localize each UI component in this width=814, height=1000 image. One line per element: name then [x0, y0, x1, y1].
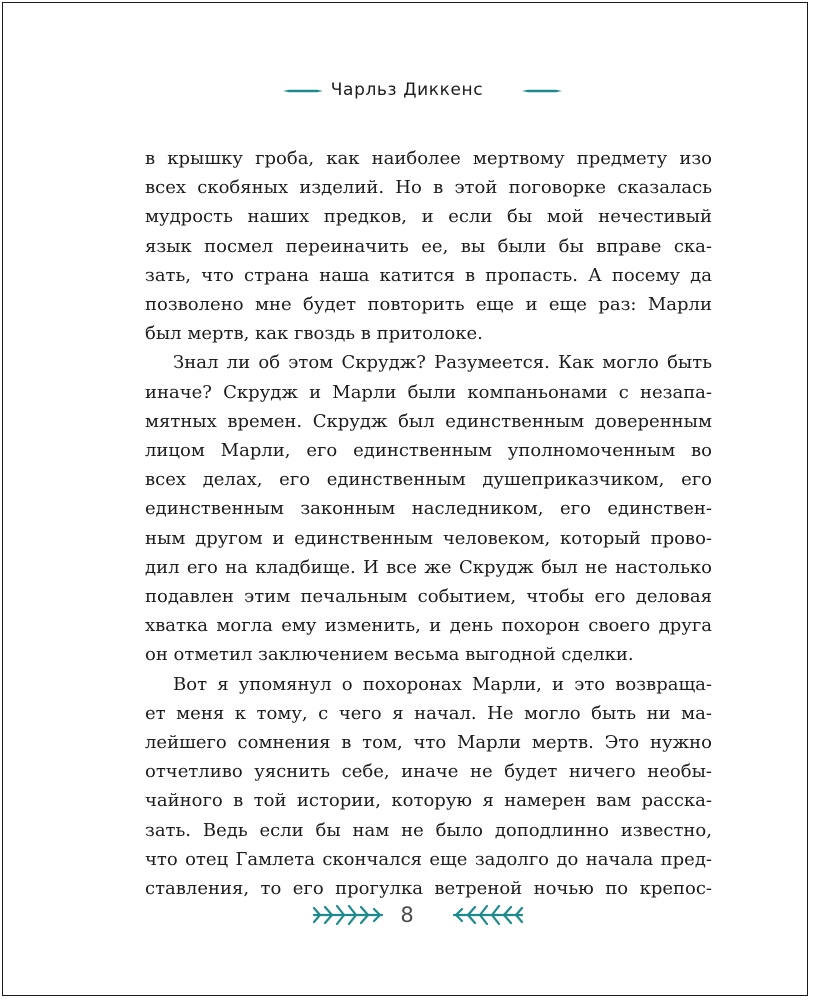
text-line: был мертв, как гвоздь в притолоке. — [145, 323, 483, 345]
text-line: подавлен этим печальным событием, чтобы его деловая — [145, 586, 712, 608]
fern-branch-icon — [452, 900, 524, 930]
page-body-text — [145, 144, 712, 903]
text-line: единственным законным наследником, его единствен- — [145, 498, 712, 520]
text-line: в крышку гроба, как наиболее мертвому предмету изо — [145, 148, 712, 169]
text-line: зать. Ведь если бы нам не было доподлинно известно, — [145, 819, 712, 841]
author-name: Чарльз Диккенс — [330, 80, 484, 100]
text-line: отчетливо уяснить себе, иначе не будет ничего необы- — [145, 761, 712, 783]
text-line: иначе? Скрудж и Марли были компаньонами с незапа- — [145, 381, 712, 403]
text-line: зать, что страна наша катится в пропасть. А посему да — [145, 264, 712, 286]
text-line: дил его на кладбище. И все же Скрудж был не настолько — [145, 556, 712, 578]
teal-dash-icon — [522, 89, 562, 93]
text-line: ным другом и единственным человеком, который прово- — [145, 527, 712, 549]
text-line: лейшего сомнения в том, что Марли мертв. Это нужно — [145, 732, 712, 754]
paragraph — [145, 348, 712, 669]
text-line: ставления, то его прогулка ветреной ночью по крепос- — [145, 878, 712, 900]
paragraph — [145, 144, 712, 348]
text-line: мудрость наших предков, и если бы мой нечестивый — [145, 206, 712, 228]
text-line: что отец Гамлета скончался еще задолго до начала пред- — [145, 848, 712, 870]
page-number: 8 — [400, 903, 414, 927]
page-footer — [0, 896, 814, 936]
paragraph — [145, 670, 712, 904]
text-line: всех делах, его единственным душеприказчиком, его — [145, 469, 712, 491]
text-line: хватка могла ему изменить, и день похорон своего друга — [145, 615, 712, 637]
text-line: он отметил заключением весьма выгодной сделки. — [145, 644, 634, 666]
text-line: мятных времен. Скрудж был единственным доверенным — [145, 410, 712, 432]
text-line: всех скобяных изделий. Но в этой поговорке сказалась — [145, 177, 712, 199]
text-line: ет меня к тому, с чего я начал. Не могло быть ни ма- — [145, 702, 712, 724]
text-line: позволено мне будет повторить еще и еще раз: Марли — [145, 294, 712, 316]
text-line: язык посмел переиначить ее, вы были бы вправе ска- — [145, 235, 712, 257]
text-line: чайного в той истории, которую я намерен вам расска- — [145, 790, 712, 812]
text-line: Знал ли об этом Скрудж? Разумеется. Как могло быть — [173, 352, 712, 374]
text-line: лицом Марли, его единственным уполномоченным во — [145, 440, 712, 462]
running-header — [0, 76, 814, 106]
text-line: Вот я упомянул о похоронах Марли, и это возвраща- — [173, 673, 712, 695]
